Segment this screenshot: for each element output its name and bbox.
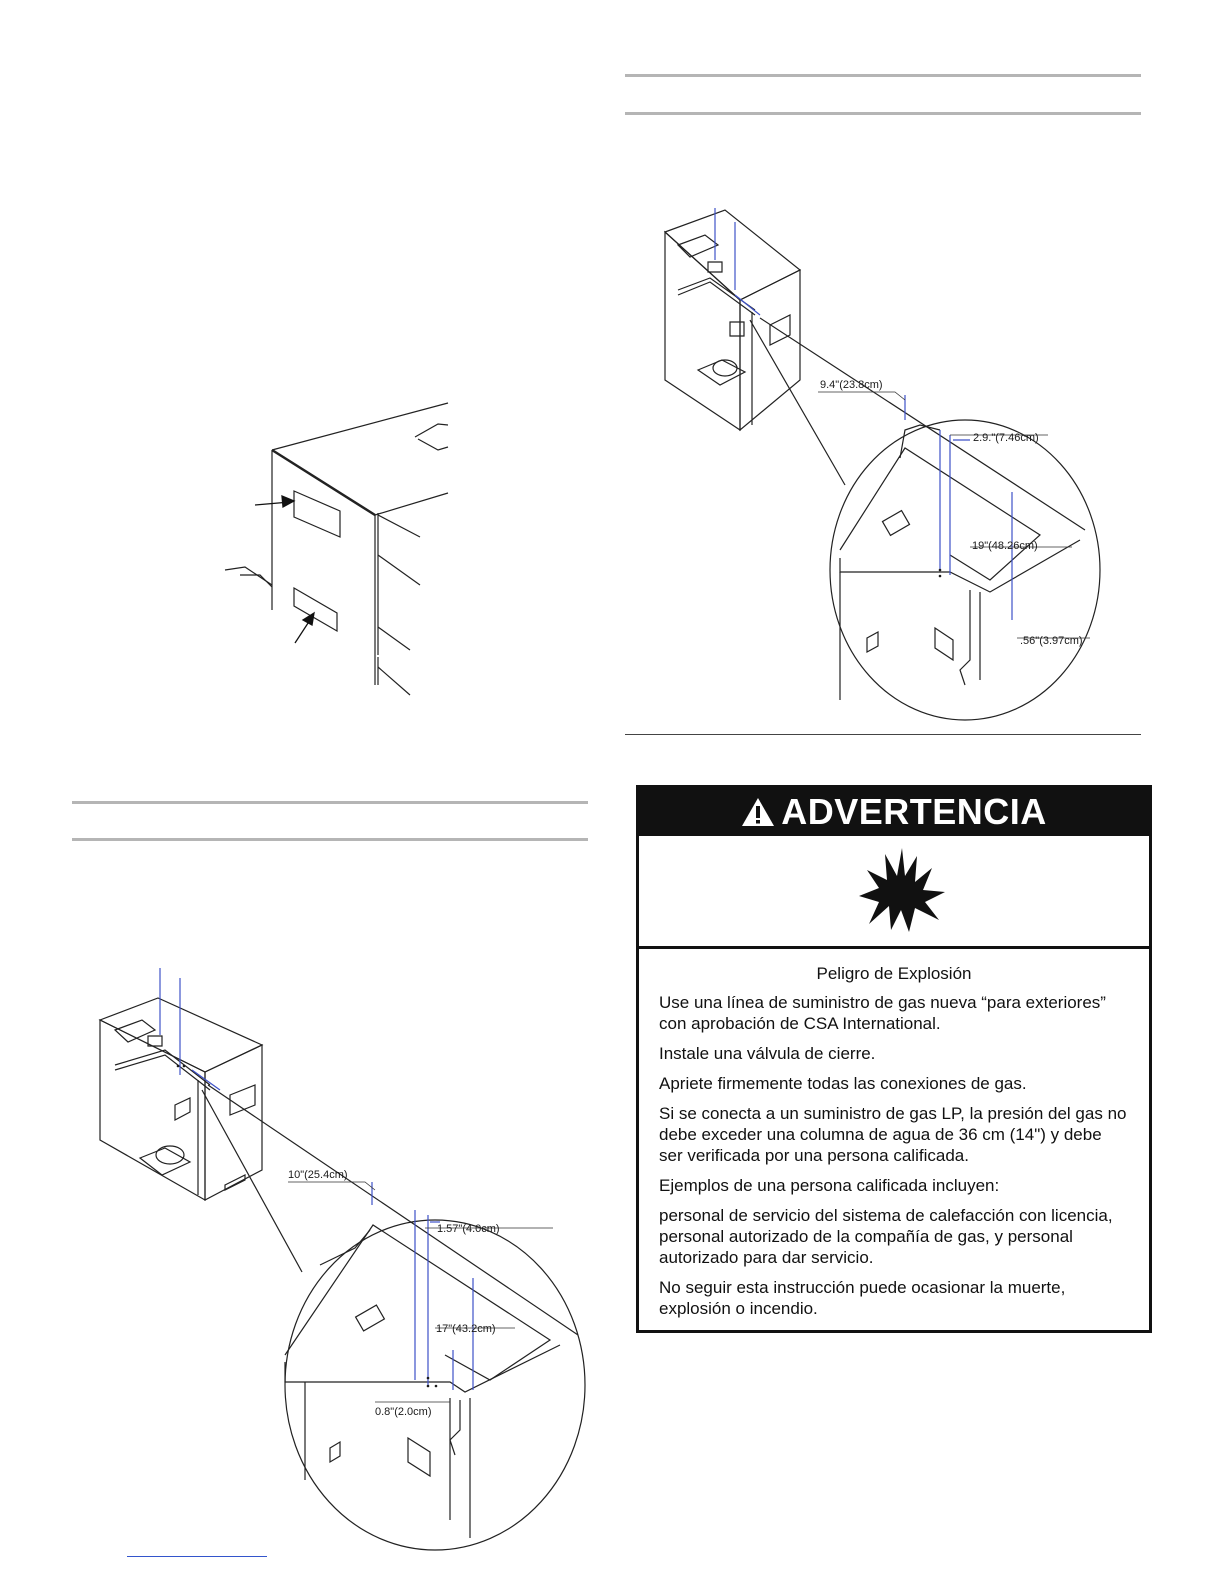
section-rule-left-2 xyxy=(72,838,588,841)
dimension-label: 0.8"(2.0cm) xyxy=(375,1406,432,1418)
dimension-label: 17"(43.2cm) xyxy=(436,1323,496,1335)
dimension-label: 19"(48.26cm) xyxy=(972,540,1038,552)
warning-paragraph: Instale una válvula de cierre. xyxy=(659,1044,876,1063)
hazard-icon-area xyxy=(639,836,1149,949)
dimension-label: 10"(25.4cm) xyxy=(288,1169,348,1181)
section-rule-left-1 xyxy=(72,801,588,804)
warning-header xyxy=(639,788,1149,836)
grill-island-diagram-bottom-left xyxy=(90,960,590,1560)
link-underline xyxy=(127,1556,267,1557)
dimension-label: 2.9."(7.46cm) xyxy=(973,432,1039,444)
warning-box xyxy=(636,785,1152,1333)
warning-paragraph: No seguir esta instrucción puede ocasionar la muerte, explosión o incendio. xyxy=(659,1278,1066,1318)
grill-island-diagram-top-right xyxy=(650,200,1110,720)
warning-paragraph: Apriete firmemente todas las conexiones de gas. xyxy=(659,1074,1027,1093)
warning-triangle-icon xyxy=(741,797,775,827)
warning-paragraph: personal de servicio del sistema de calefacción con licencia, personal autorizado de la compañía de gas, y personal autorizado para dar servicio. xyxy=(659,1206,1113,1267)
dimension-label: 9.4"(23.8cm) xyxy=(820,379,883,391)
section-divider-right xyxy=(625,734,1141,735)
section-rule-top-right-1 xyxy=(625,74,1141,77)
warning-paragraph: Use una línea de suministro de gas nueva “para exteriores” con aprobación de CSA International. xyxy=(659,993,1106,1033)
warning-paragraph: Ejemplos de una persona calificada incluyen: xyxy=(659,1176,1000,1195)
warning-title: Peligro de Explosión xyxy=(816,964,972,983)
dimension-label: .56"(3.97cm) xyxy=(1020,635,1083,647)
explosion-icon xyxy=(857,846,947,936)
warning-header-text: ADVERTENCIA xyxy=(781,791,1047,832)
cabinet-panel-diagram xyxy=(210,395,600,715)
warning-paragraph: Si se conecta a un suministro de gas LP, la presión del gas no debe exceder una columna de agua de 36 cm (14") y debe ser verificada por una persona calificada. xyxy=(659,1104,1127,1165)
dimension-label: 1.57"(4.0cm) xyxy=(437,1223,500,1235)
section-rule-top-right-2 xyxy=(625,112,1141,115)
